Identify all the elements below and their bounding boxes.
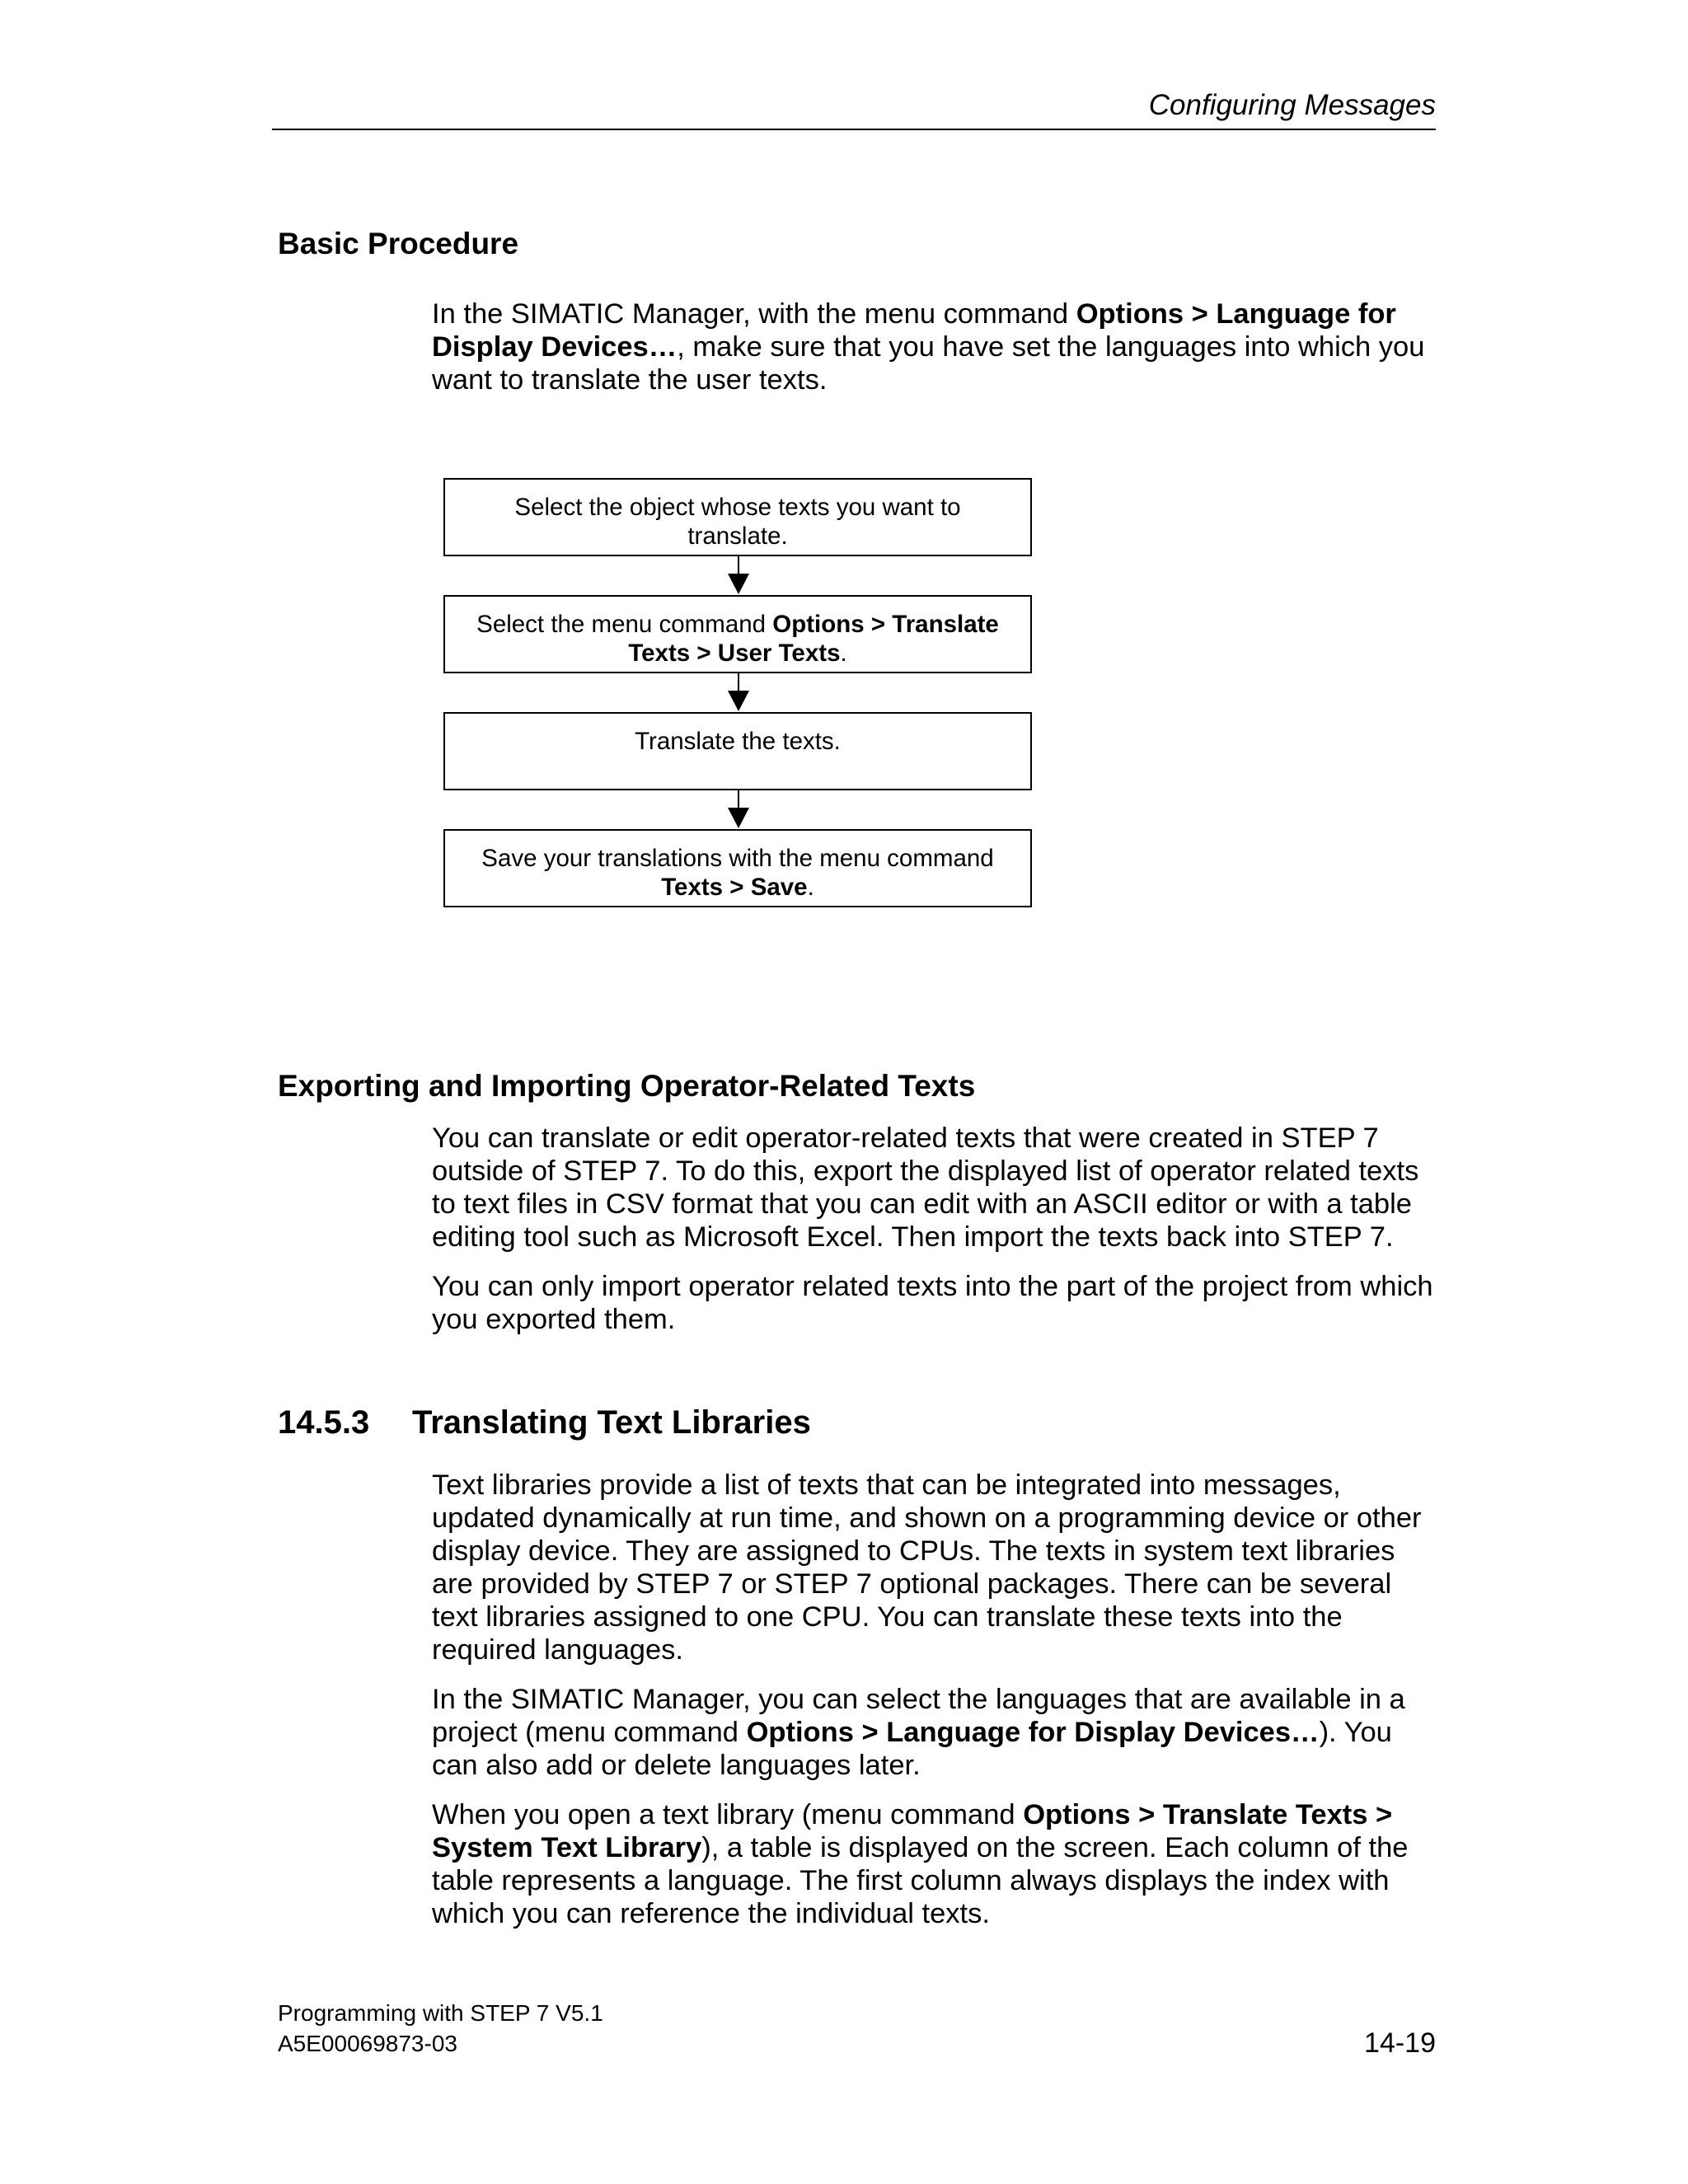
section-body xyxy=(432,1469,1442,1947)
section-number: 14.5.3 xyxy=(278,1404,370,1441)
section-paragraph-2 xyxy=(432,1683,1442,1782)
flowchart-step-2 xyxy=(443,595,1032,673)
p3-text-before: When you open a text library (menu command xyxy=(432,1799,1024,1830)
p3-text-after: ), a table is displayed on the screen. Each column of the table represents a language. The first column always displays the index with which you can reference the individual texts. xyxy=(432,1832,1409,1929)
step-2-text-after: . xyxy=(840,640,847,667)
manual-title: Programming with STEP 7 V5.1 xyxy=(278,2000,603,2026)
step-2-text-before: Select the menu command xyxy=(476,611,773,638)
flow-arrow-3 xyxy=(726,790,751,829)
header-divider xyxy=(272,129,1436,130)
step-4-menu-command: Texts > Save xyxy=(661,874,808,901)
intro-text-after: , make sure that you have set the languages into which you want to translate the user texts. xyxy=(432,331,1425,396)
flowchart-step-3 xyxy=(443,712,1032,790)
step-4-text-after: . xyxy=(807,874,814,901)
section-title: Translating Text Libraries xyxy=(412,1404,811,1441)
intro-paragraph xyxy=(432,298,1442,396)
page-number: 14-19 xyxy=(1364,2027,1436,2059)
basic-procedure-intro xyxy=(432,298,1442,413)
running-header: Configuring Messages xyxy=(1148,89,1436,121)
flow-arrow-2 xyxy=(726,673,751,712)
step-1-text: Select the object whose texts you want to translate. xyxy=(514,494,961,550)
step-3-text: Translate the texts. xyxy=(635,728,841,755)
intro-menu-command: Options > Language for Display Devices… xyxy=(432,298,1396,363)
step-4-text-before: Save your translations with the menu command xyxy=(481,845,994,872)
flowchart-step-4 xyxy=(443,829,1032,907)
p2-text-before: In the SIMATIC Manager, you can select the languages that are available in a project (menu command xyxy=(432,1684,1405,1748)
exporting-heading: Exporting and Importing Operator-Related Texts xyxy=(278,1069,976,1103)
p3-menu-command: Options > Translate Texts > System Text Library xyxy=(432,1799,1393,1863)
intro-text-before: In the SIMATIC Manager, with the menu command xyxy=(432,298,1076,330)
p2-text-after: ). You can also add or delete languages later. xyxy=(432,1717,1392,1781)
flow-arrow-1 xyxy=(726,555,751,595)
flowchart-step-1 xyxy=(443,478,1032,556)
exporting-paragraph-2: You can only import operator related texts into the part of the project from which you exported them. xyxy=(432,1271,1433,1335)
order-number: A5E00069873-03 xyxy=(278,2031,457,2056)
exporting-paragraph-1: You can translate or edit operator-related texts that were created in STEP 7 outside of STEP 7. To do this, export the displayed list of operator related texts to text files in CSV format that you can edit with an ASCII editor or with a table editing tool such as Microsoft Excel. Then import the texts back into STEP 7. xyxy=(432,1122,1419,1253)
step-2-menu-command: Options > Translate Texts > User Texts xyxy=(628,611,999,667)
footer-info xyxy=(278,1998,603,2059)
section-paragraph-3 xyxy=(432,1798,1442,1930)
p2-menu-command: Options > Language for Display Devices… xyxy=(746,1717,1320,1748)
section-paragraph-1: Text libraries provide a list of texts that can be integrated into messages, updated dynamically at run time, and shown on a programming device or other display device. They are assigned to CPUs. The texts in system text libraries are provided by STEP 7 or STEP 7 optional packages. There can be several text libraries assigned to one CPU. You can translate these texts into the required languages. xyxy=(432,1469,1422,1666)
basic-procedure-heading: Basic Procedure xyxy=(278,227,519,260)
exporting-body xyxy=(432,1122,1442,1352)
